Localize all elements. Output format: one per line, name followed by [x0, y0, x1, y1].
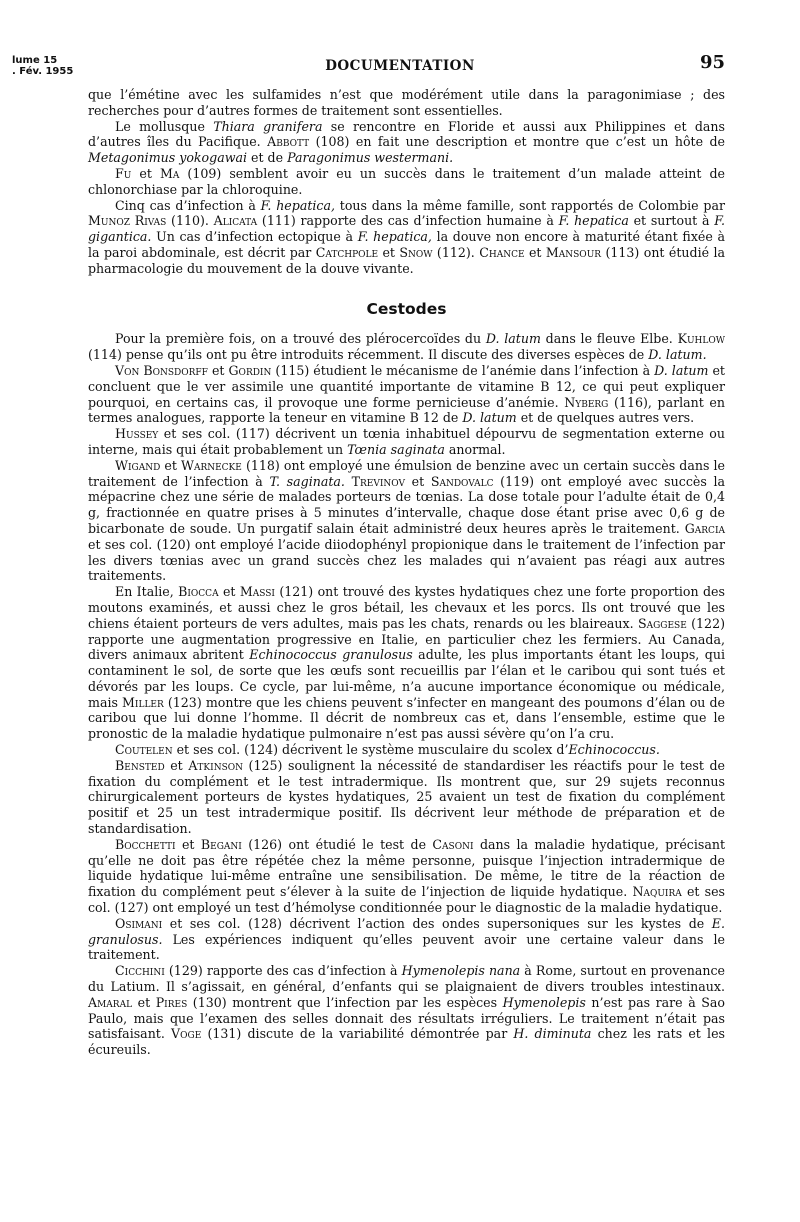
text-run: (115) étudient le mécanisme de l’anémie dans l’infection à [271, 362, 655, 378]
paragraph [88, 87, 725, 119]
text-run: et [175, 836, 201, 852]
text-run: Les expériences indiquent qu’elles peuvent avoir une certaine valeur dans le traitement. [88, 931, 725, 963]
text-run: et ses col. (128) décrivent l’action des ondes supersoniques sur les kystes de [162, 915, 712, 931]
text-run: et ses col. (117) décrivent un tœnia inhabituel dépourvu de segmentation externe ou interne, mais qui était probablement un [88, 426, 725, 457]
text-run: anormal. [444, 441, 506, 457]
text-run: (129) rapporte des cas d’infection à [164, 963, 402, 979]
text-run: et ses col. (120) ont employé l’acide diiodophényl propionique dans le traitement de l’infection par les divers tœnias avec un grand succès chez les malades qui n’avaient pas réagi aux autres traitements. [88, 536, 725, 584]
paragraph [88, 963, 725, 1058]
italic-term: D. latum [485, 331, 541, 347]
author-name: Cicchini [115, 963, 165, 979]
italic-term: F. hepatica [558, 213, 629, 229]
author-name: Nyberg [564, 394, 609, 410]
text-run: dans le fleuve Elbe. [540, 331, 678, 347]
author-name: Naquira [632, 884, 682, 900]
page-number: 95 [700, 52, 726, 73]
text-run: (119) ont employé avec succès la mépacrine chez une série de malades porteurs de tœnias. La dose totale pour l’adulte était de 0,4 g, fractionnée en quatre prises à 5 minutes d’intervalle, chaque dose étant prise avec 0,6 g de bicarbonate de soude. Un purgatif salain était administré deux heures après le traitement. [88, 473, 725, 536]
paragraph [88, 119, 725, 166]
text-run: (123) montre que les chiens peuvent s’infecter en mangeant des poumons d’élan ou de caribou que lui donne l’homme. Il décrit de nombreux cas et, dans l’ensemble, estime que le pronostic de la maladie hydatique pulmonaire n’est pas aussi sévère qu’on l’a cru. [88, 694, 725, 742]
text-run: et [132, 994, 156, 1010]
text-run: Pour la première fois, on a trouvé des plérocercoïdes du [115, 331, 486, 347]
paragraph [88, 166, 725, 198]
text-run: et [164, 757, 189, 773]
text-run: Cinq cas d’infection à [115, 197, 261, 213]
author-name: Fu [115, 165, 132, 181]
author-name: Alicata [213, 213, 258, 229]
paragraph [88, 837, 725, 916]
paragraph [88, 916, 725, 963]
text-run: et concluent que le ver assimile une quantité importante de vitamine B 12, ce qui peut expliquer pourquoi, en certains cas, il provoque une forme pernicieuse d’anémie. [88, 362, 725, 410]
body-text [88, 87, 725, 1058]
text-run: et de quelques autres vers. [516, 410, 695, 426]
italic-term: D. latum [462, 410, 517, 426]
author-name: Bensted [115, 757, 165, 773]
author-name: Chance [479, 244, 525, 260]
text-run: (118) ont employé une émulsion de benzine avec un certain succès dans le traitement de l’infection à [88, 457, 725, 489]
text-run: (110). [166, 213, 214, 229]
author-name: Massi [239, 584, 275, 600]
italic-term: F. gigantica. [88, 213, 725, 245]
text-run: et [405, 473, 431, 489]
italic-term: Metagonimus yokogawai [88, 150, 248, 166]
author-name: Snow [399, 244, 433, 260]
text-run: à Rome, surtout en provenance du Latium. Il s’agissait, en général, d’enfants qui se plaignaient de divers troubles intestinaux. [88, 963, 725, 995]
text-run: (111) rapporte des cas d’infection humaine à [257, 213, 559, 229]
text-run: (109) semblent avoir eu un succès dans le traitement d’un malade atteint de chlonorchiase par la chloroquine. [88, 165, 725, 197]
italic-term: Hymenolepis [502, 994, 586, 1010]
italic-term: Echinococcus granulosus [249, 647, 413, 663]
italic-term: E. granulosus. [88, 915, 725, 947]
author-name: Catchpole [315, 244, 379, 260]
author-name: Coutelen [115, 742, 173, 758]
italic-term: T. saginata. [269, 473, 345, 489]
author-name: Saggese [637, 615, 687, 631]
author-name: Von Bonsdorff [115, 362, 208, 378]
text-run: et [218, 584, 240, 600]
author-name: Osimani [115, 915, 163, 931]
text-run: la douve non encore à maturité étant fixée à la paroi abdominale, est décrit par [88, 229, 726, 260]
text-run: (121) ont trouvé des kystes hydatiques chez une forte proportion des moutons examinés, et aussi chez le gros bétail, les chevaux et les porcs. Ils ont trouvé que les chiens étaient porteurs de vers adultes, mais pas les chats, renards ou les blaireaux. [88, 584, 725, 631]
text-run: et [160, 457, 181, 473]
running-head-date-line: . Fév. 1955 [12, 66, 74, 77]
author-name: Begani [200, 836, 242, 852]
section-heading: Cestodes [366, 299, 447, 318]
author-name: Gordin [228, 362, 272, 378]
text-run: (131) discute de la variabilité démontrée par [201, 1026, 514, 1042]
text-run: se rencontre en Floride et aussi aux Philippines et dans d’autres îles du Pacifique. [88, 118, 725, 150]
italic-term: Paragonimus westermani. [287, 150, 454, 166]
italic-term: Tœnia saginata [347, 441, 445, 457]
text-run: que l’émétine avec les sulfamides n’est que modérément utile dans la paragonimiase ; des recherches pour d’autres formes de traitement sont essentielles. [88, 87, 725, 118]
paragraph [88, 584, 725, 742]
italic-term: D. latum [654, 362, 709, 378]
text-run: et [378, 244, 400, 260]
running-title: DOCUMENTATION [325, 58, 475, 74]
text-run: (112). [432, 244, 480, 260]
author-name: Miller [122, 694, 164, 710]
text-run: (108) en fait une description et montre que c’est un hôte de [309, 134, 725, 150]
author-name: Kuhlow [677, 331, 726, 347]
author-name: Casoni [432, 836, 474, 852]
text-run: En Italie, [115, 584, 179, 600]
italic-term: F. hepatica, [357, 229, 432, 245]
author-name: Mansour [545, 244, 602, 260]
text-run: et [207, 362, 229, 378]
paragraph [88, 331, 725, 363]
author-name: Munoz Rivas [88, 213, 167, 229]
text-run: et ses col. (124) décrivent le système musculaire du scolex d’ [172, 742, 569, 758]
italic-term: H. diminuta [513, 1026, 592, 1042]
paragraph [88, 426, 725, 458]
paragraph [88, 458, 725, 584]
italic-term: Hymenolepis nana [401, 963, 521, 979]
author-name: Voge [171, 1026, 202, 1042]
author-name: Trevinov [351, 473, 405, 489]
text-run: (125) soulignent la nécessité de standardiser les réactifs pour le test de fixation du complément et le test intradermique. Ils montrent que, sur 29 sujets reconnus chirurgicalement porteurs de kystes hydatiques, 25 avaient un test de fixation du complément positif et 25 un test intradermique positif. Ils décrivent leur méthode de préparation et de standardisation. [88, 757, 725, 837]
text-run: n’est pas rare à Sao Paulo, mais que l’examen des selles donnait des résultats irréguliers. Le traitement n’était pas satisfaisant. [88, 994, 725, 1042]
text-run: tous dans la même famille, sont rapportés de Colombie par [335, 197, 725, 213]
text-run: Le mollusque [115, 118, 214, 134]
running-head-volume-line: lume 15 [12, 55, 58, 66]
author-name: Abbott [267, 134, 310, 150]
italic-term: F. hepatica, [260, 197, 335, 213]
paragraph [88, 363, 725, 426]
author-name: Sandovalc [430, 473, 494, 489]
author-name: Wigand [115, 457, 161, 473]
text-run: (126) ont étudié le test de [241, 836, 433, 852]
text-run: (113) ont étudié la pharmacologie du mouvement de la douve vivante. [88, 244, 725, 276]
text-run: (130) montrent que l’infection par les espèces [187, 994, 503, 1010]
text-run [345, 474, 352, 489]
text-run: Un cas d’infection ectopique à [151, 229, 358, 245]
text-run: et ses col. (127) ont employé un test d’hémolyse conditionnée pour le diagnostic de la maladie hydatique. [88, 884, 726, 916]
text-run: et [524, 244, 546, 260]
author-name: Biocca [178, 584, 219, 600]
paragraph [88, 758, 725, 837]
text-run: (116), parlant en termes analogues, rapporte la teneur en vitamine B 12 de [88, 394, 725, 426]
text-run: et [131, 165, 160, 181]
paragraph [88, 742, 725, 758]
italic-term: D. latum. [648, 347, 707, 363]
text-run: et de [247, 150, 288, 166]
text-run: chez les rats et les écureuils. [88, 1026, 725, 1058]
italic-term: Thiara granifera [213, 118, 323, 134]
text-run: adulte, les plus importants étant les loups, qui contaminent le sol, de sorte que les œufs sont recueillis par l’élan et le caribou qui sont tués et dévorés par les loups. Ce cycle, par lui-même, n’a aucune importance économique ou médicale, mais [88, 647, 726, 710]
author-name: Garcia [684, 520, 725, 536]
author-name: Ma [159, 165, 180, 181]
text-run: (114) pense qu’ils ont pu être introduits récemment. Il discute des diverses espèces de [88, 347, 649, 363]
text-run: (122) rapporte une augmentation progressive en Italie, en particulier chez les fermiers. Au Canada, divers animaux abritent [88, 615, 725, 663]
author-name: Hussey [115, 426, 159, 442]
author-name: Atkinson [188, 757, 243, 773]
text-run: dans la maladie hydatique, précisant qu’elle ne doit pas être répétée chez la même personne, puisque l’injection intradermique de liquide hydatique lui-même entraîne une sensibilisation. De même, le titre de la réaction de fixation du complément peut s’élever à la suite de l’injection de liquide hydatique. [88, 836, 726, 900]
author-name: Pires [155, 994, 188, 1010]
paragraph [88, 198, 725, 277]
author-name: Bocchetti [115, 836, 176, 852]
author-name: Amaral [88, 994, 133, 1010]
author-name: Warnecke [181, 457, 242, 473]
italic-term: Echinococcus. [568, 742, 660, 758]
text-run: et surtout à [628, 213, 715, 229]
